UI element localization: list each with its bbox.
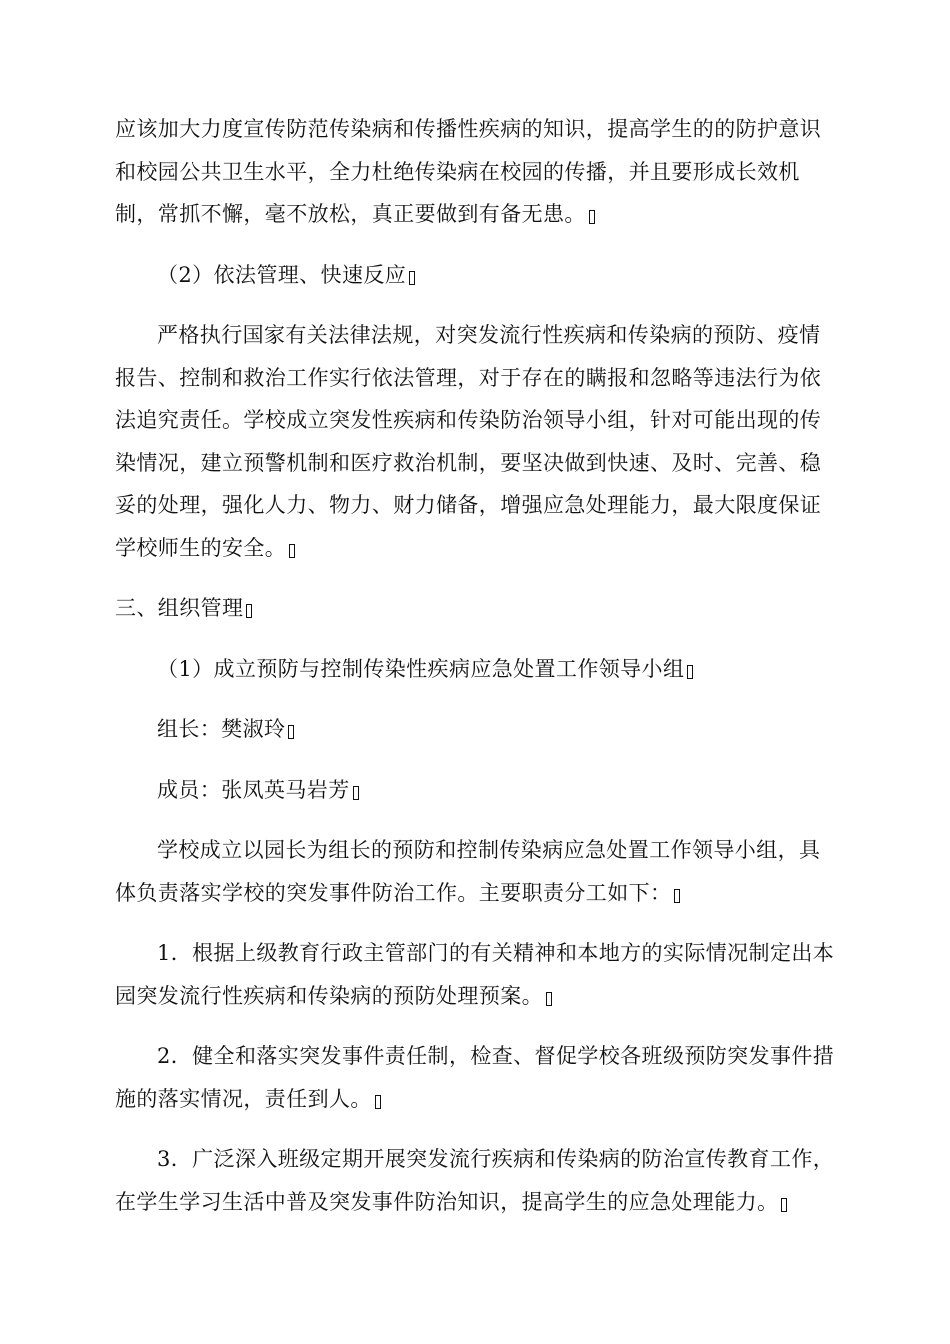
duty-item-1: [115, 932, 835, 1017]
paragraph-mark-icon: [289, 544, 295, 558]
duty-item-2: [115, 1035, 835, 1120]
paragraph-text: 2．健全和落实突发事件责任制，检查、督促学校各班级预防突发事件措施的落实情况，责任到人。: [115, 1044, 835, 1111]
paragraph-text: 3．广泛深入班级定期开展突发流行疾病和传染病的防治宣传教育工作，在学生学习生活中普及突发事件防治知识，提高学生的应急处理能力。: [115, 1147, 835, 1214]
paragraph-mark-icon: [589, 210, 595, 224]
paragraph-mark-icon: [687, 665, 693, 679]
paragraph-text: 成员：张凤英马岩芳: [157, 777, 350, 802]
paragraph-text: 组长：樊淑玲: [157, 717, 286, 741]
duty-item-3: [115, 1138, 835, 1223]
paragraph-mark-icon: [353, 786, 359, 800]
paragraph-text: （1）成立预防与控制传染性疾病应急处置工作领导小组: [157, 656, 685, 681]
paragraph-text: 学校成立以园长为组长的预防和控制传染病应急处置工作领导小组，具体负责落实学校的突发事件防治工作。主要职责分工如下：: [115, 838, 821, 905]
paragraph-legal-management: [115, 314, 835, 569]
paragraph-mark-icon: [546, 992, 552, 1006]
paragraph-text: （2）依法管理、快速反应: [157, 262, 407, 287]
group-leader-line: [115, 708, 835, 751]
section-heading-organization: [115, 587, 835, 630]
paragraph-mark-icon: [246, 604, 252, 618]
paragraph-text: 严格执行国家有关法律法规，对突发流行性疾病和传染病的预防、疫情报告、控制和救治工作实行依法管理，对于存在的瞒报和忽略等违法行为依法追究责任。学校成立突发性疾病和传染防治领导小组，针对可能出现的传染情况，建立预警机制和医疗救治机制，要坚决做到快速、及时、完善、稳妥的处理，强化人力、物力、财力储备，增强应急处理能力，最大限度保证学校师生的安全。: [115, 323, 822, 560]
paragraph-mark-icon: [375, 1095, 381, 1109]
group-members-line: [115, 769, 835, 812]
subheading-legal-management: [115, 254, 835, 297]
paragraph-prevention-awareness: [115, 108, 835, 236]
paragraph-mark-icon: [409, 271, 415, 285]
paragraph-text: 三、组织管理: [115, 596, 244, 620]
paragraph-mark-icon: [674, 889, 680, 903]
document-body: [115, 108, 835, 1223]
subheading-leadership-group: [115, 648, 835, 691]
paragraph-mark-icon: [781, 1198, 787, 1212]
paragraph-text: 1．根据上级教育行政主管部门的有关精神和本地方的实际情况制定出本园突发流行性疾病和传染病的预防处理预案。: [115, 941, 835, 1008]
paragraph-group-duties: [115, 829, 835, 914]
paragraph-text: 应该加大力度宣传防范传染病和传播性疾病的知识，提高学生的的防护意识和校园公共卫生水平，全力杜绝传染病在校园的传播，并且要形成长效机制，常抓不懈，毫不放松，真正要做到有备无患。: [115, 117, 822, 226]
paragraph-mark-icon: [288, 725, 294, 739]
